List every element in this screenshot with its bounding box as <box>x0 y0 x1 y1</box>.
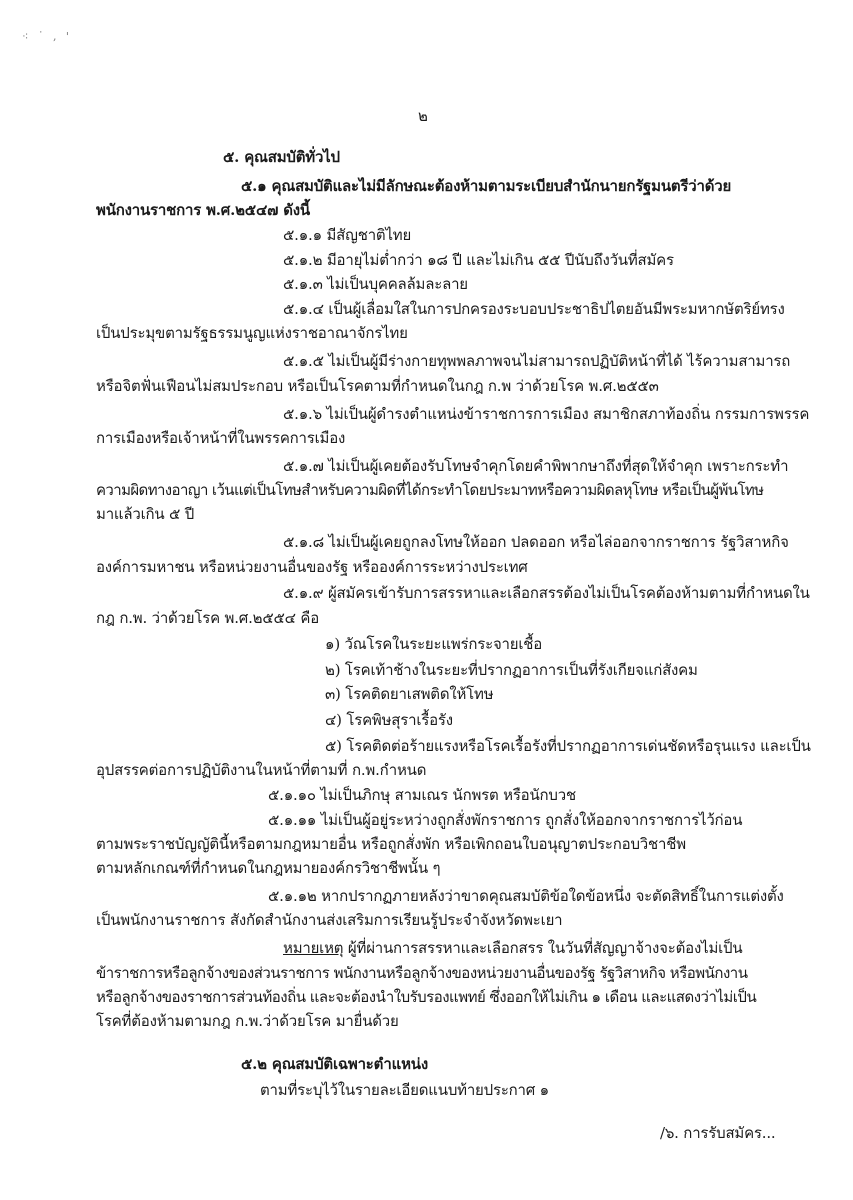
item-5-1-9-cont: กฎ ก.พ. ว่าด้วยโรค พ.ศ.๒๕๕๔ คือ <box>96 609 320 627</box>
item-5-1-7-cont: ความผิดทางอาญา เว้นแต่เป็นโทษสำหรับความผิดที่ได้กระทำโดยประมาทหรือความผิดลหุโทษ หรือเป็นผู้พ้นโทษ <box>96 481 764 499</box>
disease-5-cont: อุปสรรคต่อการปฏิบัติงานในหน้าที่ตามที่ ก.พ.กำหนด <box>96 761 427 779</box>
item-5-1-8: ๕.๑.๘ ไม่เป็นผู้เคยถูกลงโทษให้ออก ปลดออก หรือไล่ออกจากราชการ รัฐวิสาหกิจ <box>283 533 789 551</box>
item-5-1-6-cont: การเมืองหรือเจ้าหน้าที่ในพรรคการเมือง <box>96 429 346 447</box>
item-5-1-11-cont: ตามพระราชบัญญัตินี้หรือตามกฎหมายอื่น หรือถูกสั่งพัก หรือเพิกถอนใบอนุญาตประกอบวิชาชีพ <box>96 835 686 853</box>
note-line-1 <box>283 938 742 958</box>
note-line-4: โรคที่ต้องห้ามตามกฎ ก.พ.ว่าด้วยโรค มายื่นด้วย <box>96 1012 399 1030</box>
item-5-1-8-cont: องค์การมหาชน หรือหน่วยงานอื่นของรัฐ หรือองค์การระหว่างประเทศ <box>96 558 528 576</box>
note-label: หมายเหตุ <box>283 939 344 957</box>
item-5-1-3: ๕.๑.๓ ไม่เป็นบุคคลล้มละลาย <box>283 275 468 293</box>
item-5-1-5: ๕.๑.๕ ไม่เป็นผู้มีร่างกายทุพพลภาพจนไม่สามารถปฏิบัติหน้าที่ได้ ไร้ความสามารถ <box>283 352 791 370</box>
item-5-1-9: ๕.๑.๙ ผู้สมัครเข้ารับการสรรหาและเลือกสรรต้องไม่เป็นโรคต้องห้ามตามที่กำหนดใน <box>283 584 810 602</box>
section-5-1-heading: ๕.๑ คุณสมบัติและไม่มีลักษณะต้องห้ามตามระเบียบสำนักนายกรัฐมนตรีว่าด้วย <box>241 177 732 195</box>
section-5-title: ๕. คุณสมบัติทั่วไป <box>223 148 340 166</box>
item-5-1-1: ๕.๑.๑ มีสัญชาติไทย <box>283 226 412 244</box>
note-text: ผู้ที่ผ่านการสรรหาและเลือกสรร ในวันที่สัญญาจ้างจะต้องไม่เป็น <box>343 939 743 957</box>
item-5-1-6: ๕.๑.๖ ไม่เป็นผู้ดำรงตำแหน่งข้าราชการการเมือง สมาชิกสภาท้องถิ่น กรรมการพรรค <box>283 405 810 423</box>
note-line-3: หรือลูกจ้างของราชการส่วนท้องถิ่น และจะต้องนำใบรับรองแพทย์ ซึ่งออกให้ไม่เกิน ๑ เดือน และแสดงว่าไม่เป็น <box>96 988 757 1006</box>
item-5-1-5-cont: หรือจิตฟั่นเฟือนไม่สมประกอบ หรือเป็นโรคตามที่กำหนดในกฎ ก.พ ว่าด้วยโรค พ.ศ.๒๕๕๓ <box>96 377 659 395</box>
disease-5: ๕) โรคติดต่อร้ายแรงหรือโรคเรื้อรังที่ปรากฏอาการเด่นชัดหรือรุนแรง และเป็น <box>325 737 811 755</box>
item-5-1-2: ๕.๑.๒ มีอายุไม่ต่ำกว่า ๑๘ ปี และไม่เกิน ๕๕ ปีนับถึงวันที่สมัคร <box>283 251 674 269</box>
item-5-1-11-cont2: ตามหลักเกณฑ์ที่กำหนดในกฎหมายองค์กรวิชาชีพนั้น ๆ <box>96 859 441 877</box>
item-5-1-4-cont: เป็นประมุขตามรัฐธรรมนูญแห่งราชอาณาจักรไทย <box>96 324 408 342</box>
note-line-2: ข้าราชการหรือลูกจ้างของส่วนราชการ พนักงานหรือลูกจ้างของหน่วยงานอื่นของรัฐ รัฐวิสาหกิจ หรือพนักงาน <box>96 964 748 982</box>
scan-marks: ⁖ ˙ , ' <box>22 30 72 43</box>
disease-3: ๓) โรคติดยาเสพติดให้โทษ <box>325 685 494 703</box>
item-5-1-7-cont2: มาแล้วเกิน ๕ ปี <box>96 505 195 523</box>
continuation-note: /๖. การรับสมัคร... <box>660 1124 776 1142</box>
disease-4: ๔) โรคพิษสุราเรื้อรัง <box>325 711 453 729</box>
item-5-1-10: ๕.๑.๑๐ ไม่เป็นภิกษุ สามเณร นักพรต หรือนักบวช <box>268 786 576 804</box>
item-5-1-7: ๕.๑.๗ ไม่เป็นผู้เคยต้องรับโทษจำคุกโดยคำพิพากษาถึงที่สุดให้จำคุก เพราะกระทำ <box>283 457 789 475</box>
item-5-1-11: ๕.๑.๑๑ ไม่เป็นผู้อยู่ระหว่างถูกสั่งพักราชการ ถูกสั่งให้ออกจากราชการไว้ก่อน <box>268 811 743 829</box>
section-5-1-heading-cont: พนักงานราชการ พ.ศ.๒๕๔๗ ดังนี้ <box>96 201 310 219</box>
section-5-2-title: ๕.๒ คุณสมบัติเฉพาะตำแหน่ง <box>241 1055 428 1073</box>
item-5-1-12-cont: เป็นพนักงานราชการ สังกัดสำนักงานส่งเสริมการเรียนรู้ประจำจังหวัดพะเยา <box>96 911 563 929</box>
disease-2: ๒) โรคเท้าช้างในระยะที่ปรากฏอาการเป็นที่รังเกียจแก่สังคม <box>325 661 698 679</box>
disease-1: ๑) วัณโรคในระยะแพร่กระจายเชื้อ <box>325 635 543 653</box>
item-5-1-12: ๕.๑.๑๒ หากปรากฏภายหลังว่าขาดคุณสมบัติข้อใดข้อหนึ่ง จะตัดสิทธิ์ในการแต่งตั้ง <box>268 887 784 905</box>
section-5-2-text: ตามที่ระบุไว้ในรายละเอียดแนบท้ายประกาศ ๑ <box>260 1081 549 1099</box>
page-number: ๒ <box>418 107 428 125</box>
item-5-1-4: ๕.๑.๔ เป็นผู้เลื่อมใสในการปกครองระบอบประชาธิปไตยอันมีพระมหากษัตริย์ทรง <box>283 300 785 318</box>
